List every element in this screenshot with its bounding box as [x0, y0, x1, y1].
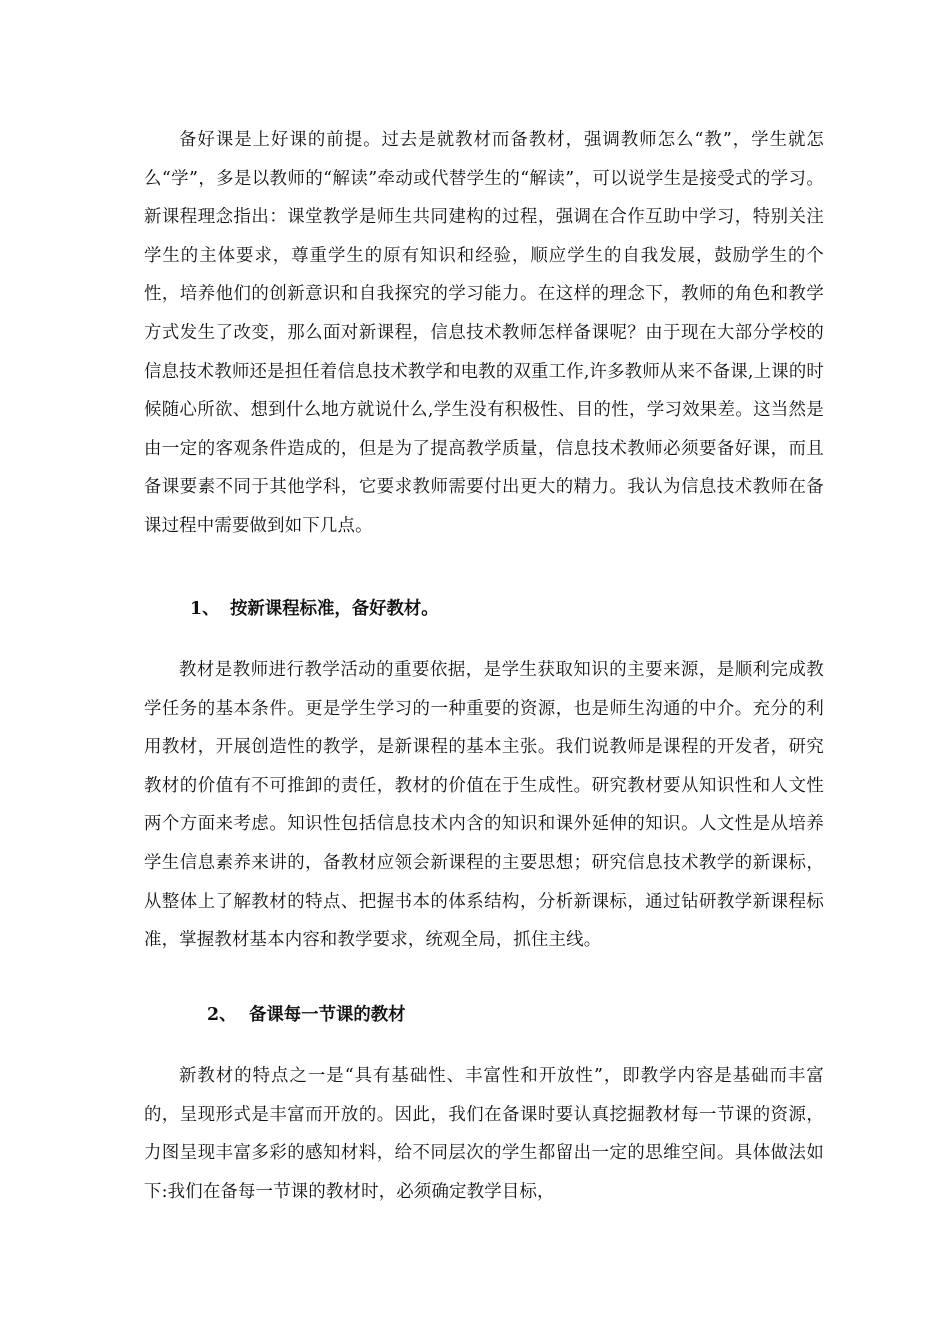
- section-heading-1: [190, 597, 439, 621]
- section-heading-2: [207, 1003, 406, 1027]
- section-heading-2-number: 2、: [207, 1005, 237, 1025]
- section-1-paragraph: 教材是教师进行教学活动的重要依据，是学生获取知识的主要来源，是顺利完成教学任务的基本条件。更是学生学习的一种重要的资源，也是师生沟通的中介。充分的利用教材，开展创造性的教学，是新课程的基本主张。我们说教师是课程的开发者，研究教材的价值有不可推卸的责任，教材的价值在于生成性。研究教材要从知识性和人文性两个方面来考虑。知识性包括信息技术内含的知识和课外延伸的知识。人文性是从培养学生信息素养来讲的，备教材应领会新课程的主要思想；研究信息技术教学的新课标，从整体上了解教材的特点、把握书本的体系结构，分析新课标，通过钻研教学新课程标准，掌握教材基本内容和教学要求，统观全局，抓住主线。: [144, 660, 824, 951]
- section-heading-1-text: 按新课程标准，备好教材。: [230, 599, 439, 619]
- section-heading-1-number: 1、: [190, 599, 220, 619]
- intro-paragraph: 备好课是上好课的前提。过去是就教材而备教材，强调教师怎么“教”，学生就怎么“学”，多是以教师的“解读”牵动或代替学生的“解读”，可以说学生是接受式的学习。新课程理念指出：课堂教学是师生共同建构的过程，强调在合作互助中学习，特别关注学生的主体要求，尊重学生的原有知识和经验，顺应学生的自我发展，鼓励学生的个性，培养他们的创新意识和自我探究的学习能力。在这样的理念下，教师的角色和教学方式发生了改变，那么面对新课程，信息技术教师怎样备课呢？由于现在大部分学校的信息技术教师还是担任着信息技术教学和电教的双重工作,许多教师从来不备课,上课的时候随心所欲、想到什么地方就说什么,学生没有积极性、目的性，学习效果差。这当然是由一定的客观条件造成的，但是为了提高教学质量，信息技术教师必须要备好课，而且备课要素不同于其他学科，它要求教师需要付出更大的精力。我认为信息技术教师在备课过程中需要做到如下几点。: [144, 130, 824, 536]
- section-heading-2-text: 备课每一节课的教材: [249, 1005, 406, 1025]
- section-2-paragraph: 新教材的特点之一是“具有基础性、丰富性和开放性”，即教学内容是基础而丰富的，呈现形式是丰富而开放的。因此，我们在备课时要认真挖掘教材每一节课的资源，力图呈现丰富多彩的感知材料，给不同层次的学生都留出一定的思维空间。具体做法如下:我们在备每一节课的教材时，必须确定教学目标，: [144, 1066, 824, 1202]
